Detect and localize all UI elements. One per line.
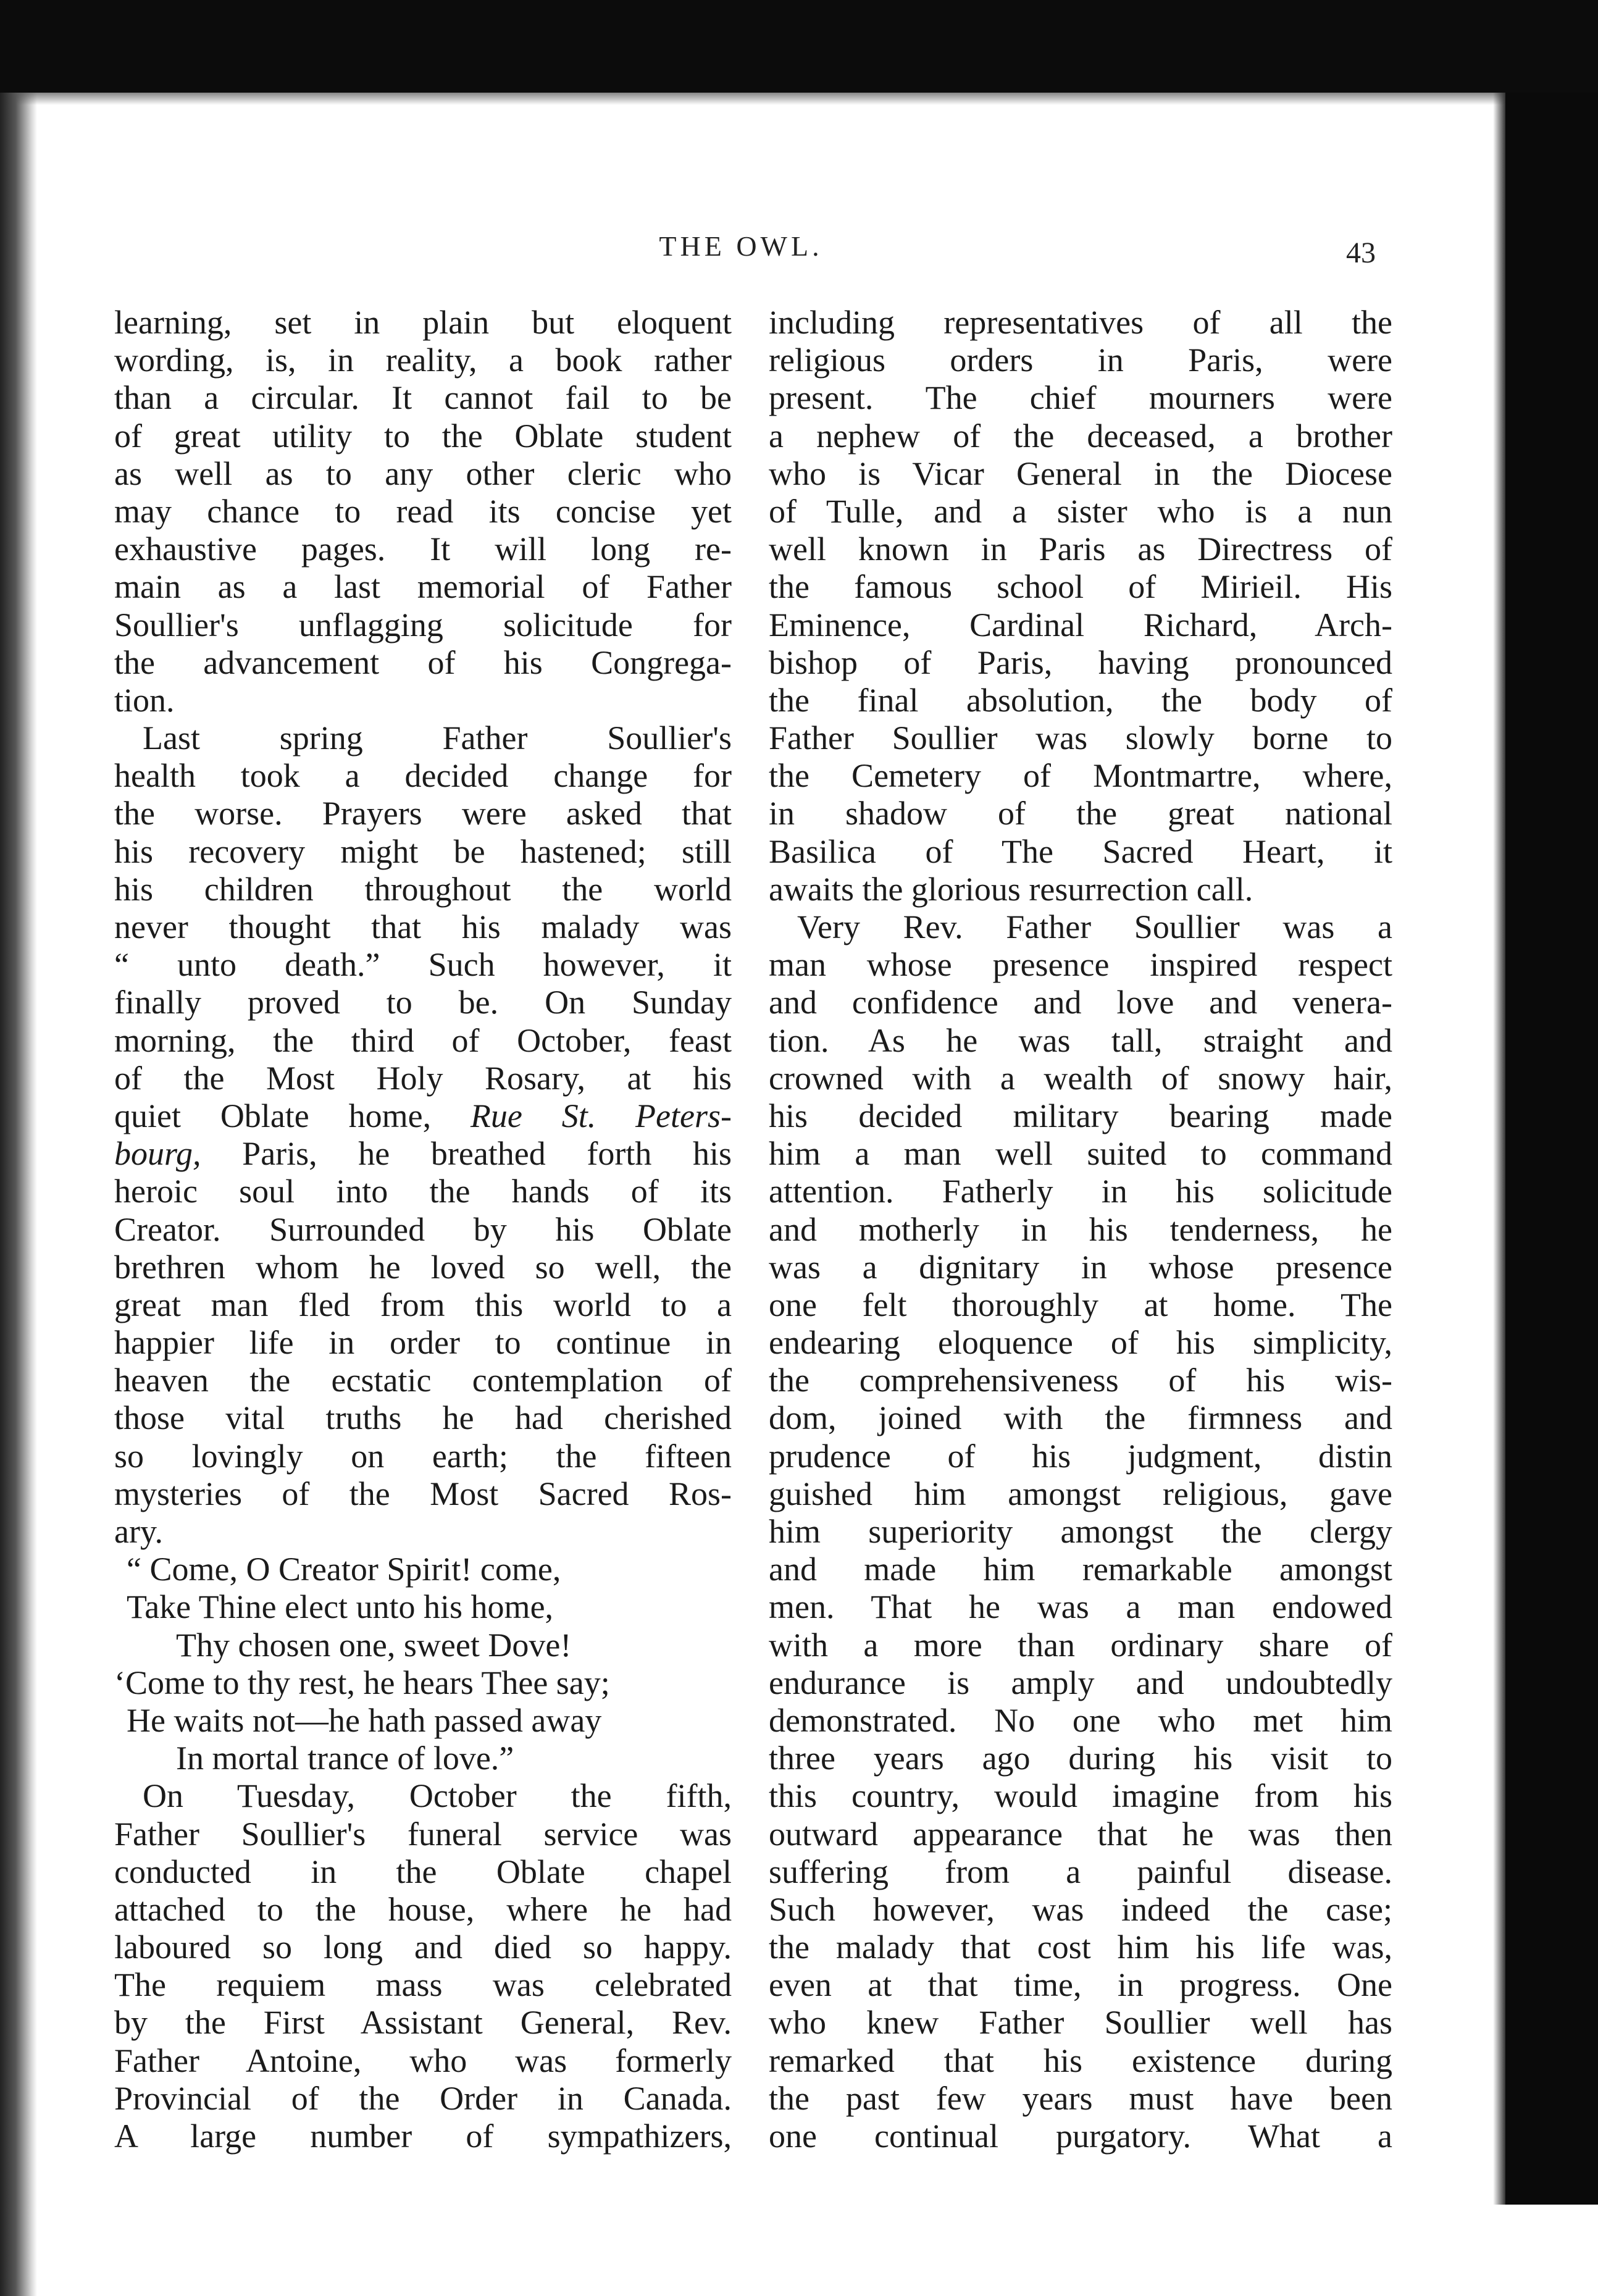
text-line: great man fled from this world to a — [114, 1286, 732, 1323]
text-line: main as a last memorial of Father — [114, 568, 732, 606]
text-line: well known in Paris as Directress of — [769, 530, 1392, 568]
text-line: suffering from a painful disease. — [769, 1853, 1392, 1890]
text-line: dom, joined with the firmness and — [769, 1399, 1392, 1437]
text-line: attached to the house, where he had — [114, 1890, 732, 1928]
text-run: quiet Oblate home, — [114, 1097, 432, 1134]
page-number: 43 — [1346, 237, 1376, 269]
text-line: Father Soullier's funeral service was — [114, 1815, 732, 1853]
text-line: attention. Fatherly in his solicitude — [769, 1173, 1392, 1210]
text-line: who knew Father Soullier well has — [769, 2004, 1392, 2042]
text-line: including representatives of all the — [769, 304, 1392, 341]
text-line: Creator. Surrounded by his Oblate — [114, 1210, 732, 1248]
text-line: finally proved to be. On Sunday — [114, 984, 732, 1021]
verse-line: “ Come, O Creator Spirit! come, — [127, 1551, 561, 1588]
text-line: heroic soul into the hands of its — [114, 1173, 732, 1210]
text-line: Very Rev. Father Soullier was a — [797, 908, 1392, 945]
text-line: health took a decided change for — [114, 757, 732, 795]
text-line: Such however, was indeed the case; — [769, 1890, 1392, 1928]
text-line: A large number of sympathizers, — [114, 2118, 732, 2155]
text-line: Soullier's unflagging solicitude for — [114, 606, 732, 643]
verse-line: Take Thine elect unto his home, — [127, 1588, 554, 1626]
text-line: demonstrated. No one who met him — [769, 1701, 1392, 1739]
text-line: endurance is amply and undoubtedly — [769, 1664, 1392, 1701]
text-line: tion. As he was tall, straight and — [769, 1021, 1392, 1059]
text-line: him a man well suited to command — [769, 1135, 1392, 1173]
text-line: so lovingly on earth; the fifteen — [114, 1437, 732, 1475]
text-line: learning, set in plain but eloquent — [114, 304, 732, 341]
scan-right-border — [1505, 93, 1598, 2205]
verse-line: He waits not—he hath passed away — [127, 1701, 602, 1739]
text-line: the famous school of Mirieil. His — [769, 568, 1392, 606]
right-column — [769, 304, 1392, 2155]
text-line: as well as to any other cleric who — [114, 455, 732, 492]
text-line: Father Antoine, who was formerly — [114, 2042, 732, 2079]
text-line: was a dignitary in whose presence — [769, 1248, 1392, 1286]
text-line: wording, is, in reality, a book rather — [114, 341, 732, 379]
text-line: with a more than ordinary share of — [769, 1626, 1392, 1664]
text-line: present. The chief mourners were — [769, 379, 1392, 417]
street-name-italic: Rue St. Peters- — [470, 1097, 732, 1134]
text-line: laboured so long and died so happy. — [114, 1929, 732, 1966]
text-line: men. That he was a man endowed — [769, 1588, 1392, 1626]
text-line — [114, 1097, 732, 1135]
text-line: Basilica of The Sacred Heart, it — [769, 832, 1392, 870]
text-line: may chance to read its concise yet — [114, 492, 732, 530]
text-line: ary. — [114, 1513, 163, 1550]
text-line: crowned with a wealth of snowy hair, — [769, 1059, 1392, 1097]
scan-left-edge — [0, 93, 37, 2296]
text-line: tion. — [114, 681, 175, 719]
scan-right-shadow — [1493, 93, 1505, 2205]
text-line: the advancement of his Congrega- — [114, 643, 732, 681]
text-line: his children throughout the world — [114, 870, 732, 908]
text-line: remarked that his existence during — [769, 2042, 1392, 2079]
text-line: his recovery might be hastened; still — [114, 832, 732, 870]
text-line: endearing eloquence of his simplicity, — [769, 1324, 1392, 1362]
text-line: Provincial of the Order in Canada. — [114, 2079, 732, 2117]
text-line: the past few years must have been — [769, 2079, 1392, 2117]
text-line: man whose presence inspired respect — [769, 946, 1392, 984]
text-line: of great utility to the Oblate student — [114, 417, 732, 455]
text-line: and motherly in his tenderness, he — [769, 1210, 1392, 1248]
text-line: one continual purgatory. What a — [769, 2118, 1392, 2155]
text-line: even at that time, in progress. One — [769, 1966, 1392, 2004]
text-line: the malady that cost him his life was, — [769, 1929, 1392, 1966]
text-line: of Tulle, and a sister who is a nun — [769, 492, 1392, 530]
text-line: the Cemetery of Montmartre, where, — [769, 757, 1392, 795]
text-line: the worse. Prayers were asked that — [114, 795, 732, 832]
text-line: a nephew of the deceased, a brother — [769, 417, 1392, 455]
text-line: three years ago during his visit to — [769, 1740, 1392, 1777]
text-line: “ unto death.” Such however, it — [114, 946, 732, 984]
text-line: morning, the third of October, feast — [114, 1021, 732, 1059]
text-line: awaits the glorious resurrection call. — [769, 870, 1253, 908]
scan-top-shadow — [0, 80, 1598, 105]
text-line: than a circular. It cannot fail to be — [114, 379, 732, 417]
text-line: the final absolution, the body of — [769, 681, 1392, 719]
text-line: of the Most Holy Rosary, at his — [114, 1059, 732, 1097]
text-line: who is Vicar General in the Diocese — [769, 455, 1392, 492]
text-line: the comprehensiveness of his wis- — [769, 1362, 1392, 1399]
text-line: Last spring Father Soullier's — [143, 719, 732, 757]
verse-line: ‘Come to thy rest, he hears Thee say; — [114, 1664, 610, 1701]
left-column — [114, 304, 732, 2155]
text-line: and made him remarkable amongst — [769, 1551, 1392, 1588]
text-line: him superiority amongst the clergy — [769, 1513, 1392, 1550]
text-line: On Tuesday, October the fifth, — [143, 1777, 732, 1815]
text-line: The requiem mass was celebrated — [114, 1966, 732, 2004]
text-line: one felt thoroughly at home. The — [769, 1286, 1392, 1323]
text-line: exhaustive pages. It will long re- — [114, 530, 732, 568]
text-line: outward appearance that he was then — [769, 1815, 1392, 1853]
text-line: his decided military bearing made — [769, 1097, 1392, 1134]
text-line: religious orders in Paris, were — [769, 341, 1392, 379]
text-line: Father Soullier was slowly borne to — [769, 719, 1392, 757]
text-line: mysteries of the Most Sacred Ros- — [114, 1475, 732, 1512]
text-line: guished him amongst religious, gave — [769, 1475, 1392, 1512]
text-line: by the First Assistant General, Rev. — [114, 2004, 732, 2042]
verse-line: Thy chosen one, sweet Dove! — [176, 1626, 572, 1664]
text-line: those vital truths he had cherished — [114, 1399, 732, 1437]
verse-line: In mortal trance of love.” — [176, 1740, 514, 1777]
text-line: happier life in order to continue in — [114, 1324, 732, 1362]
scan-top-border — [0, 0, 1598, 93]
text-line: prudence of his judgment, distin — [769, 1437, 1392, 1475]
text-line: heaven the ecstatic contemplation of — [114, 1362, 732, 1399]
text-line: conducted in the Oblate chapel — [114, 1853, 732, 1890]
text-line: this country, would imagine from his — [769, 1777, 1392, 1815]
text-run: Paris, he breathed forth his — [242, 1135, 732, 1173]
text-line: in shadow of the great national — [769, 795, 1392, 832]
text-line — [114, 1135, 732, 1173]
text-line: brethren whom he loved so well, the — [114, 1248, 732, 1286]
text-line: and confidence and love and venera- — [769, 984, 1392, 1021]
running-title: THE OWL. — [659, 230, 823, 262]
text-line: Eminence, Cardinal Richard, Arch- — [769, 606, 1392, 643]
text-line: never thought that his malady was — [114, 908, 732, 945]
street-name-italic: bourg, — [114, 1135, 201, 1173]
text-line: bishop of Paris, having pronounced — [769, 643, 1392, 681]
